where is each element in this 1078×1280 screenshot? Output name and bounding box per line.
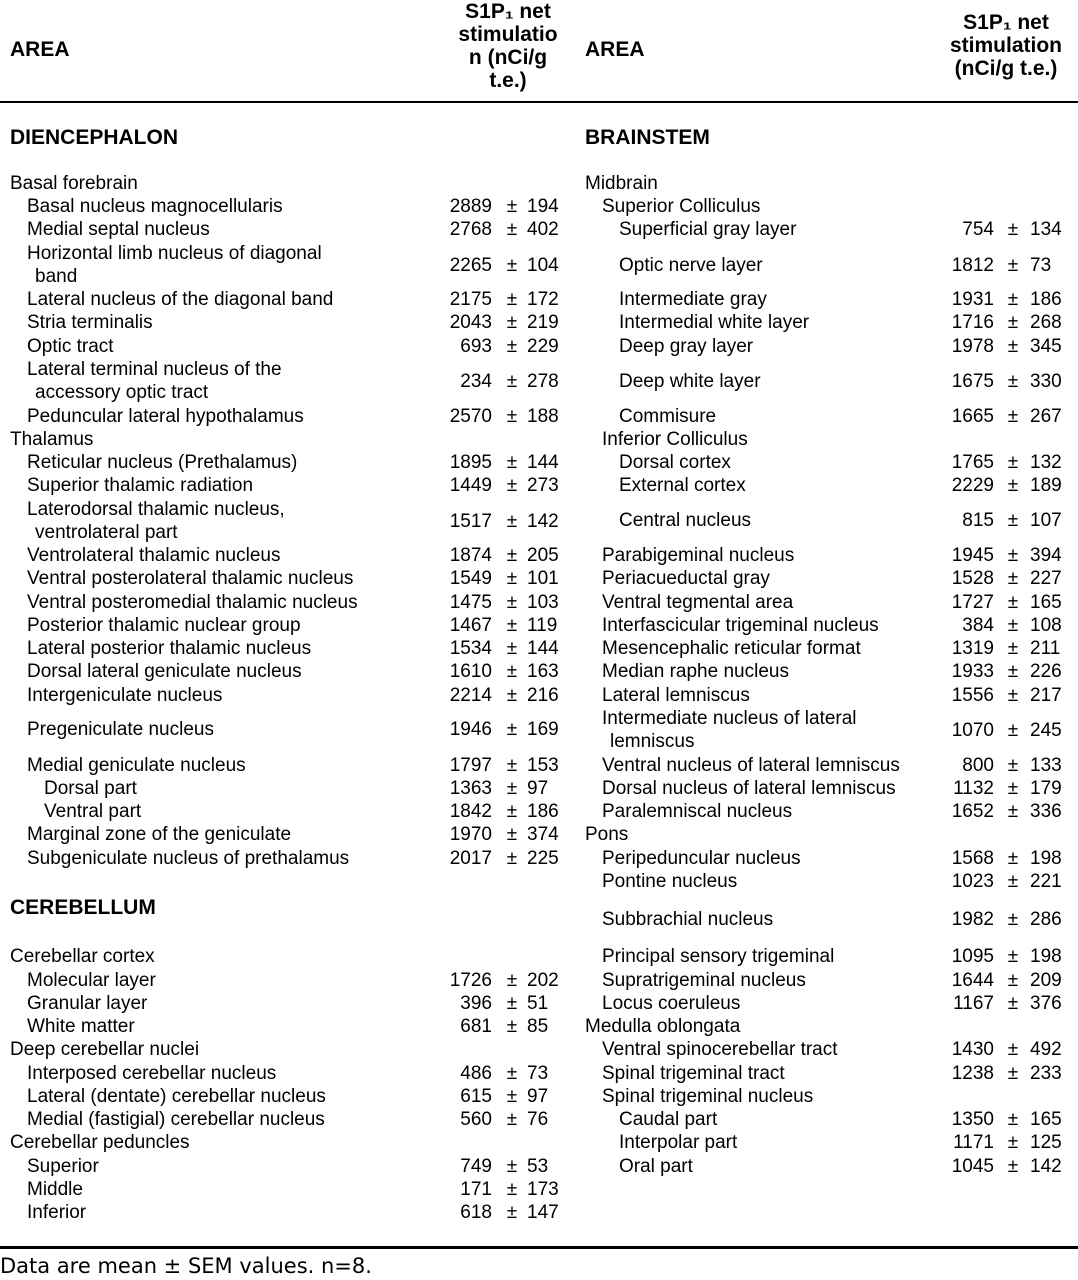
- area-name: Marginal zone of the geniculate: [27, 824, 292, 845]
- mean-value: 1095: [951, 946, 994, 967]
- plus-minus-sign: ±: [506, 1202, 518, 1223]
- area-name: Laterodorsal thalamic nucleus,: [27, 499, 285, 520]
- plus-minus-sign: ±: [506, 1156, 518, 1177]
- sem-value: 286: [1030, 909, 1062, 930]
- stim-header-line: S1P₁ net: [465, 0, 551, 23]
- mean-value: 1874: [449, 545, 492, 566]
- sem-value: 97: [527, 778, 549, 799]
- mean-value: 2265: [449, 255, 492, 276]
- sem-value: 229: [527, 336, 559, 357]
- sem-value: 186: [1030, 289, 1062, 310]
- area-name: Subgeniculate nucleus of prethalamus: [27, 848, 350, 869]
- sem-value: 202: [527, 970, 559, 991]
- area-header-left: AREA: [10, 38, 70, 61]
- sem-value: 205: [527, 545, 559, 566]
- plus-minus-sign: ±: [506, 406, 518, 427]
- area-name: Optic tract: [27, 336, 114, 357]
- sem-value: 376: [1030, 993, 1062, 1014]
- plus-minus-sign: ±: [506, 719, 518, 740]
- area-name: Periacueductal gray: [602, 568, 770, 589]
- plus-minus-sign: ±: [1007, 1132, 1019, 1153]
- sem-value: 101: [527, 568, 559, 589]
- plus-minus-sign: ±: [1007, 993, 1019, 1014]
- plus-minus-sign: ±: [506, 371, 518, 392]
- mean-value: 486: [460, 1063, 492, 1084]
- plus-minus-sign: ±: [506, 1179, 518, 1200]
- sem-value: 345: [1030, 336, 1062, 357]
- area-name: Dorsal nucleus of lateral lemniscus: [602, 778, 896, 799]
- plus-minus-sign: ±: [506, 993, 518, 1014]
- mean-value: 1534: [449, 638, 492, 659]
- mean-value: 800: [962, 755, 994, 776]
- area-name: Pons: [585, 824, 629, 845]
- area-name: Supratrigeminal nucleus: [602, 970, 806, 991]
- area-name: Superior Colliculus: [602, 196, 761, 217]
- mean-value: 1045: [951, 1156, 994, 1177]
- area-name-continued: ventrolateral part: [35, 522, 178, 543]
- area-name: Interposed cerebellar nucleus: [27, 1063, 277, 1084]
- area-name: Superior thalamic radiation: [27, 475, 254, 496]
- plus-minus-sign: ±: [1007, 909, 1019, 930]
- plus-minus-sign: ±: [1007, 545, 1019, 566]
- stim-header-line: stimulatio: [458, 23, 558, 46]
- area-name: Dorsal lateral geniculate nucleus: [27, 661, 302, 682]
- mean-value: 681: [460, 1016, 492, 1037]
- area-name: Optic nerve layer: [619, 255, 763, 276]
- sem-value: 394: [1030, 545, 1062, 566]
- area-name: Pregeniculate nucleus: [27, 719, 214, 740]
- area-name: Oral part: [619, 1156, 693, 1177]
- mean-value: 1549: [449, 568, 492, 589]
- footer-rule: [0, 1246, 1078, 1249]
- mean-value: 1812: [951, 255, 994, 276]
- sem-value: 108: [1030, 615, 1062, 636]
- area-name: Inferior: [27, 1202, 87, 1223]
- stim-header-line: S1P₁ net: [963, 11, 1049, 34]
- plus-minus-sign: ±: [506, 755, 518, 776]
- plus-minus-sign: ±: [1007, 312, 1019, 333]
- sem-value: 76: [527, 1109, 549, 1130]
- plus-minus-sign: ±: [506, 219, 518, 240]
- sem-value: 209: [1030, 970, 1062, 991]
- mean-value: 2229: [951, 475, 994, 496]
- area-name: Intermedial white layer: [619, 312, 810, 333]
- mean-value: 1727: [951, 592, 994, 613]
- area-name: Subbrachial nucleus: [602, 909, 774, 930]
- area-name: Deep gray layer: [619, 336, 754, 357]
- area-name: Ventral posteromedial thalamic nucleus: [27, 592, 358, 613]
- plus-minus-sign: ±: [506, 255, 518, 276]
- mean-value: 384: [962, 615, 994, 636]
- sem-value: 142: [1030, 1156, 1062, 1177]
- plus-minus-sign: ±: [1007, 289, 1019, 310]
- mean-value: 2768: [449, 219, 492, 240]
- plus-minus-sign: ±: [1007, 452, 1019, 473]
- area-name: Posterior thalamic nuclear group: [27, 615, 301, 636]
- plus-minus-sign: ±: [1007, 371, 1019, 392]
- mean-value: 396: [460, 993, 492, 1014]
- sem-value: 147: [527, 1202, 559, 1223]
- stim-header-line: n (nCi/g: [468, 46, 548, 69]
- area-name: Medulla oblongata: [585, 1016, 741, 1037]
- mean-value: 171: [460, 1179, 492, 1200]
- plus-minus-sign: ±: [1007, 778, 1019, 799]
- area-name: Principal sensory trigeminal: [602, 946, 835, 967]
- mean-value: 1765: [951, 452, 994, 473]
- plus-minus-sign: ±: [506, 289, 518, 310]
- area-name: Intermediate gray: [619, 289, 767, 310]
- sem-value: 85: [527, 1016, 549, 1037]
- area-name: Median raphe nucleus: [602, 661, 789, 682]
- area-name: External cortex: [619, 475, 746, 496]
- plus-minus-sign: ±: [1007, 406, 1019, 427]
- mean-value: 1978: [951, 336, 994, 357]
- area-name: Molecular layer: [27, 970, 156, 991]
- plus-minus-sign: ±: [506, 1063, 518, 1084]
- plus-minus-sign: ±: [1007, 592, 1019, 613]
- sem-value: 53: [527, 1156, 549, 1177]
- plus-minus-sign: ±: [506, 1109, 518, 1130]
- sem-value: 402: [527, 219, 559, 240]
- sem-value: 165: [1030, 592, 1062, 613]
- plus-minus-sign: ±: [506, 638, 518, 659]
- mean-value: 2889: [449, 196, 492, 217]
- area-name: Peripeduncular nucleus: [602, 848, 801, 869]
- mean-value: 1556: [951, 685, 994, 706]
- plus-minus-sign: ±: [506, 615, 518, 636]
- stim-header-right: [938, 11, 1074, 80]
- sem-value: 107: [1030, 510, 1062, 531]
- sem-value: 217: [1030, 685, 1062, 706]
- plus-minus-sign: ±: [1007, 219, 1019, 240]
- mean-value: 1132: [953, 778, 994, 799]
- area-name: Horizontal limb nucleus of diagonal: [27, 243, 322, 264]
- sem-value: 225: [527, 848, 559, 869]
- plus-minus-sign: ±: [1007, 475, 1019, 496]
- plus-minus-sign: ±: [1007, 801, 1019, 822]
- area-name: Spinal trigeminal nucleus: [602, 1086, 814, 1107]
- plus-minus-sign: ±: [506, 312, 518, 333]
- mean-value: 1946: [449, 719, 492, 740]
- sem-value: 73: [1030, 255, 1052, 276]
- sem-value: 211: [1030, 638, 1061, 659]
- area-name: Caudal part: [619, 1109, 718, 1130]
- plus-minus-sign: ±: [1007, 615, 1019, 636]
- area-name: Thalamus: [10, 429, 94, 450]
- mean-value: 1023: [951, 871, 994, 892]
- sem-value: 165: [1030, 1109, 1062, 1130]
- plus-minus-sign: ±: [506, 1086, 518, 1107]
- area-name: Pontine nucleus: [602, 871, 738, 892]
- plus-minus-sign: ±: [506, 592, 518, 613]
- mean-value: 1931: [951, 289, 994, 310]
- area-name: Dorsal cortex: [619, 452, 731, 473]
- plus-minus-sign: ±: [1007, 255, 1019, 276]
- sem-value: 233: [1030, 1063, 1062, 1084]
- area-name: Medial geniculate nucleus: [27, 755, 246, 776]
- plus-minus-sign: ±: [1007, 848, 1019, 869]
- sem-value: 219: [527, 312, 559, 333]
- sem-value: 226: [1030, 661, 1062, 682]
- sem-value: 125: [1030, 1132, 1062, 1153]
- sem-value: 163: [527, 661, 559, 682]
- area-name: Ventral spinocerebellar tract: [602, 1039, 838, 1060]
- area-name: Locus coeruleus: [602, 993, 741, 1014]
- plus-minus-sign: ±: [506, 778, 518, 799]
- area-name: Deep white layer: [619, 371, 761, 392]
- plus-minus-sign: ±: [1007, 638, 1019, 659]
- sem-value: 492: [1030, 1039, 1062, 1060]
- plus-minus-sign: ±: [1007, 568, 1019, 589]
- plus-minus-sign: ±: [1007, 1039, 1019, 1060]
- plus-minus-sign: ±: [1007, 510, 1019, 531]
- plus-minus-sign: ±: [1007, 871, 1019, 892]
- area-name: Dorsal part: [44, 778, 137, 799]
- sem-value: 330: [1030, 371, 1062, 392]
- mean-value: 1449: [449, 475, 492, 496]
- mean-value: 618: [460, 1202, 492, 1223]
- plus-minus-sign: ±: [506, 801, 518, 822]
- mean-value: 615: [460, 1086, 492, 1107]
- mean-value: 815: [962, 510, 994, 531]
- mean-value: 1970: [449, 824, 492, 845]
- area-name: Superficial gray layer: [619, 219, 797, 240]
- area-name: Peduncular lateral hypothalamus: [27, 406, 304, 427]
- area-name: Cerebellar peduncles: [10, 1132, 190, 1153]
- area-name: Lateral (dentate) cerebellar nucleus: [27, 1086, 326, 1107]
- plus-minus-sign: ±: [506, 511, 518, 532]
- mean-value: 1517: [449, 511, 492, 532]
- mean-value: 2043: [449, 312, 492, 333]
- plus-minus-sign: ±: [506, 568, 518, 589]
- sem-value: 104: [527, 255, 559, 276]
- plus-minus-sign: ±: [506, 970, 518, 991]
- mean-value: 1945: [951, 545, 994, 566]
- plus-minus-sign: ±: [1007, 1063, 1019, 1084]
- area-name: Interpolar part: [619, 1132, 738, 1153]
- mean-value: 2570: [449, 406, 492, 427]
- sem-value: 179: [1030, 778, 1062, 799]
- area-name: Medial (fastigial) cerebellar nucleus: [27, 1109, 325, 1130]
- stim-header-left: [448, 0, 568, 92]
- sem-value: 97: [527, 1086, 549, 1107]
- area-name: Lateral lemniscus: [602, 685, 750, 706]
- plus-minus-sign: ±: [1007, 720, 1019, 741]
- sem-value: 144: [527, 638, 559, 659]
- mean-value: 1070: [951, 720, 994, 741]
- sem-value: 144: [527, 452, 559, 473]
- plus-minus-sign: ±: [506, 452, 518, 473]
- mean-value: 1467: [449, 615, 492, 636]
- area-name: Lateral nucleus of the diagonal band: [27, 289, 334, 310]
- mean-value: 560: [460, 1109, 492, 1130]
- mean-value: 2175: [449, 289, 492, 310]
- table-footnote: Data are mean ± SEM values. n=8.: [0, 1254, 372, 1278]
- area-name: BRAINSTEM: [585, 126, 710, 149]
- sem-value: 268: [1030, 312, 1062, 333]
- mean-value: 1475: [449, 592, 492, 613]
- sem-value: 273: [527, 475, 559, 496]
- sem-value: 336: [1030, 801, 1062, 822]
- area-name-continued: band: [35, 266, 78, 287]
- sem-value: 188: [527, 406, 559, 427]
- sem-value: 132: [1030, 452, 1062, 473]
- mean-value: 1895: [449, 452, 492, 473]
- sem-value: 374: [527, 824, 559, 845]
- mean-value: 1726: [449, 970, 492, 991]
- area-name: DIENCEPHALON: [10, 126, 179, 149]
- area-name: Superior: [27, 1156, 99, 1177]
- sem-value: 278: [527, 371, 559, 392]
- mean-value: 1363: [449, 778, 492, 799]
- mean-value: 1171: [953, 1132, 994, 1153]
- area-name-continued: lemniscus: [610, 731, 695, 752]
- plus-minus-sign: ±: [1007, 661, 1019, 682]
- sem-value: 227: [1030, 568, 1062, 589]
- area-name: Ventrolateral thalamic nucleus: [27, 545, 281, 566]
- mean-value: 2214: [449, 685, 492, 706]
- plus-minus-sign: ±: [506, 1016, 518, 1037]
- mean-value: 1716: [951, 312, 994, 333]
- area-name: Granular layer: [27, 993, 148, 1014]
- sem-value: 198: [1030, 848, 1062, 869]
- plus-minus-sign: ±: [1007, 336, 1019, 357]
- plus-minus-sign: ±: [506, 824, 518, 845]
- plus-minus-sign: ±: [506, 685, 518, 706]
- stim-header-line: stimulation: [949, 34, 1062, 57]
- area-name: Intermediate nucleus of lateral: [602, 708, 857, 729]
- area-name: Middle: [27, 1179, 83, 1200]
- sem-value: 153: [527, 755, 559, 776]
- mean-value: 1350: [951, 1109, 994, 1130]
- area-name: Ventral nucleus of lateral lemniscus: [602, 755, 900, 776]
- area-header-right: AREA: [585, 38, 645, 61]
- area-name: Ventral posterolateral thalamic nucleus: [27, 568, 354, 589]
- sem-value: 119: [527, 615, 558, 636]
- sem-value: 142: [527, 511, 559, 532]
- area-name: Reticular nucleus (Prethalamus): [27, 452, 298, 473]
- sem-value: 198: [1030, 946, 1062, 967]
- sem-value: 173: [527, 1179, 559, 1200]
- plus-minus-sign: ±: [506, 848, 518, 869]
- mean-value: 1982: [951, 909, 994, 930]
- mean-value: 1652: [951, 801, 994, 822]
- mean-value: 1797: [449, 755, 492, 776]
- plus-minus-sign: ±: [1007, 755, 1019, 776]
- sem-value: 221: [1030, 871, 1062, 892]
- plus-minus-sign: ±: [1007, 1156, 1019, 1177]
- mean-value: 1675: [951, 371, 994, 392]
- area-name: Deep cerebellar nuclei: [10, 1039, 200, 1060]
- mean-value: 1842: [449, 801, 492, 822]
- mean-value: 234: [460, 371, 492, 392]
- plus-minus-sign: ±: [506, 475, 518, 496]
- sem-value: 267: [1030, 406, 1062, 427]
- area-name: Basal nucleus magnocellularis: [27, 196, 283, 217]
- area-name: Inferior Colliculus: [602, 429, 748, 450]
- sem-value: 186: [527, 801, 559, 822]
- sem-value: 133: [1030, 755, 1062, 776]
- area-name: CEREBELLUM: [10, 896, 156, 919]
- area-name: Midbrain: [585, 173, 658, 194]
- sem-value: 194: [527, 196, 559, 217]
- sem-value: 73: [527, 1063, 549, 1084]
- sem-value: 189: [1030, 475, 1062, 496]
- stim-header-line: t.e.): [489, 69, 527, 92]
- sem-value: 134: [1030, 219, 1062, 240]
- area-name: Cerebellar cortex: [10, 946, 155, 967]
- mean-value: 1644: [951, 970, 994, 991]
- area-name: Spinal trigeminal tract: [602, 1063, 785, 1084]
- area-name: Parabigeminal nucleus: [602, 545, 795, 566]
- plus-minus-sign: ±: [506, 336, 518, 357]
- area-name: Interfascicular trigeminal nucleus: [602, 615, 879, 636]
- plus-minus-sign: ±: [506, 661, 518, 682]
- mean-value: 1167: [953, 993, 994, 1014]
- area-name: White matter: [27, 1016, 135, 1037]
- sem-value: 245: [1030, 720, 1062, 741]
- mean-value: 1665: [951, 406, 994, 427]
- stim-header-line: (nCi/g t.e.): [954, 57, 1058, 80]
- mean-value: 754: [962, 219, 994, 240]
- area-name: Medial septal nucleus: [27, 219, 210, 240]
- area-name: Basal forebrain: [10, 173, 138, 194]
- area-name-continued: accessory optic tract: [35, 382, 209, 403]
- area-name: Lateral posterior thalamic nucleus: [27, 638, 312, 659]
- mean-value: 1430: [951, 1039, 994, 1060]
- mean-value: 1933: [951, 661, 994, 682]
- area-name: Paralemniscal nucleus: [602, 801, 793, 822]
- mean-value: 1610: [449, 661, 492, 682]
- area-name: Mesencephalic reticular format: [602, 638, 861, 659]
- mean-value: 1568: [951, 848, 994, 869]
- mean-value: 1528: [951, 568, 994, 589]
- area-name: Commisure: [619, 406, 717, 427]
- plus-minus-sign: ±: [1007, 1109, 1019, 1130]
- sem-value: 216: [527, 685, 559, 706]
- plus-minus-sign: ±: [506, 196, 518, 217]
- mean-value: 2017: [449, 848, 492, 869]
- sem-value: 51: [527, 993, 549, 1014]
- header-rule: [0, 101, 1078, 103]
- area-name: Ventral part: [44, 801, 142, 822]
- area-name: Ventral tegmental area: [602, 592, 794, 613]
- plus-minus-sign: ±: [1007, 685, 1019, 706]
- sem-value: 103: [527, 592, 559, 613]
- mean-value: 693: [460, 336, 492, 357]
- plus-minus-sign: ±: [1007, 946, 1019, 967]
- plus-minus-sign: ±: [1007, 970, 1019, 991]
- plus-minus-sign: ±: [506, 545, 518, 566]
- area-name: Central nucleus: [619, 510, 752, 531]
- mean-value: 1238: [951, 1063, 994, 1084]
- area-name: Intergeniculate nucleus: [27, 685, 223, 706]
- mean-value: 1319: [951, 638, 994, 659]
- area-name: Stria terminalis: [27, 312, 153, 333]
- sem-value: 172: [527, 289, 559, 310]
- mean-value: 749: [460, 1156, 492, 1177]
- area-name: Lateral terminal nucleus of the: [27, 359, 282, 380]
- sem-value: 169: [527, 719, 559, 740]
- table-header: [0, 0, 1078, 103]
